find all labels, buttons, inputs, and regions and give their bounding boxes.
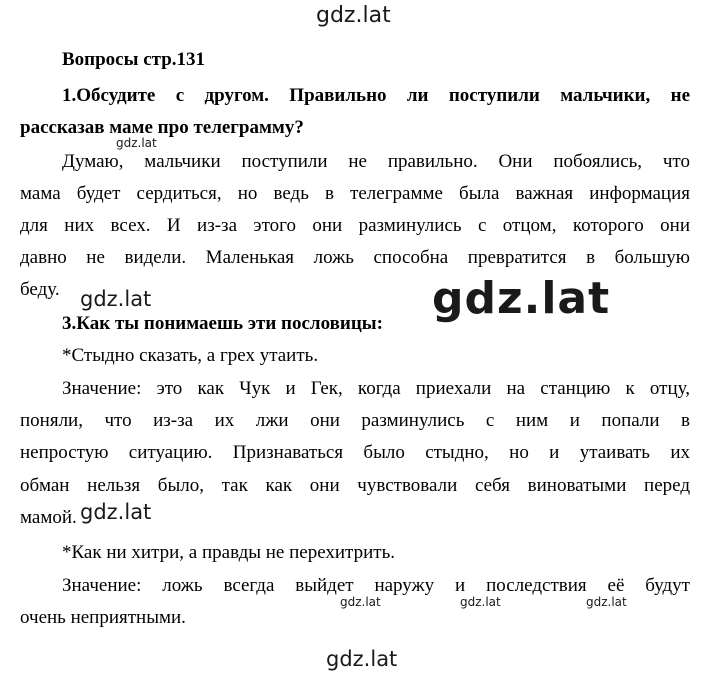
q3-meaning-2-line-2: очень неприятными.: [20, 607, 186, 628]
q3-meaning-2-line-1: Значение: ложь всегда выйдет наружу и последствия её будут: [62, 575, 690, 596]
q3-title: 3.Как ты понимаешь эти пословицы:: [62, 313, 383, 334]
watermark-small-1: gdz.lat: [116, 136, 157, 150]
watermark-bottom: gdz.lat: [326, 647, 398, 671]
q1-answer-line-3: для них всех. И из-за этого они разминулись с отцом, которого они: [20, 215, 690, 236]
q3-meaning-1-line-1: Значение: это как Чук и Гек, когда приехали на станцию к отцу,: [62, 378, 690, 399]
q1-answer-line-4: давно не видели. Маленькая ложь способна превратится в большую: [20, 247, 690, 268]
watermark-small-2: gdz.lat: [340, 595, 381, 609]
q3-meaning-1-line-4: обман нельзя было, так как они чувствовали себя виноватыми перед: [20, 475, 690, 496]
q1-answer-line-1: Думаю, мальчики поступили не правильно. Они побоялись, что: [62, 151, 690, 172]
q3-meaning-1-line-3: непростую ситуацию. Признаваться было стыдно, но и утаивать их: [20, 442, 690, 463]
q3-meaning-1-line-2: поняли, что из-за их лжи они разминулись с ним и попали в: [20, 410, 690, 431]
page-heading: Вопросы стр.131: [62, 49, 206, 70]
watermark-small-4: gdz.lat: [586, 595, 627, 609]
q3-proverb-1: *Стыдно сказать, а грех утаить.: [62, 345, 319, 366]
watermark-mid: gdz.lat: [80, 287, 152, 311]
q1-title-line-1: 1.Обсудите с другом. Правильно ли поступили мальчики, не: [62, 85, 690, 106]
q1-answer-line-5: беду.: [20, 279, 60, 300]
watermark-mid-2: gdz.lat: [80, 500, 152, 524]
q3-meaning-1-line-5: мамой.: [20, 507, 77, 528]
watermark-top: gdz.lat: [316, 3, 391, 28]
q1-answer-line-2: мама будет сердиться, но ведь в телеграмме была важная информация: [20, 183, 690, 204]
watermark-big: gdz.lat: [432, 273, 611, 324]
watermark-small-3: gdz.lat: [460, 595, 501, 609]
q3-proverb-2: *Как ни хитри, а правды не перехитрить.: [62, 542, 395, 563]
q1-title-line-2: рассказав маме про телеграмму?: [20, 117, 304, 138]
